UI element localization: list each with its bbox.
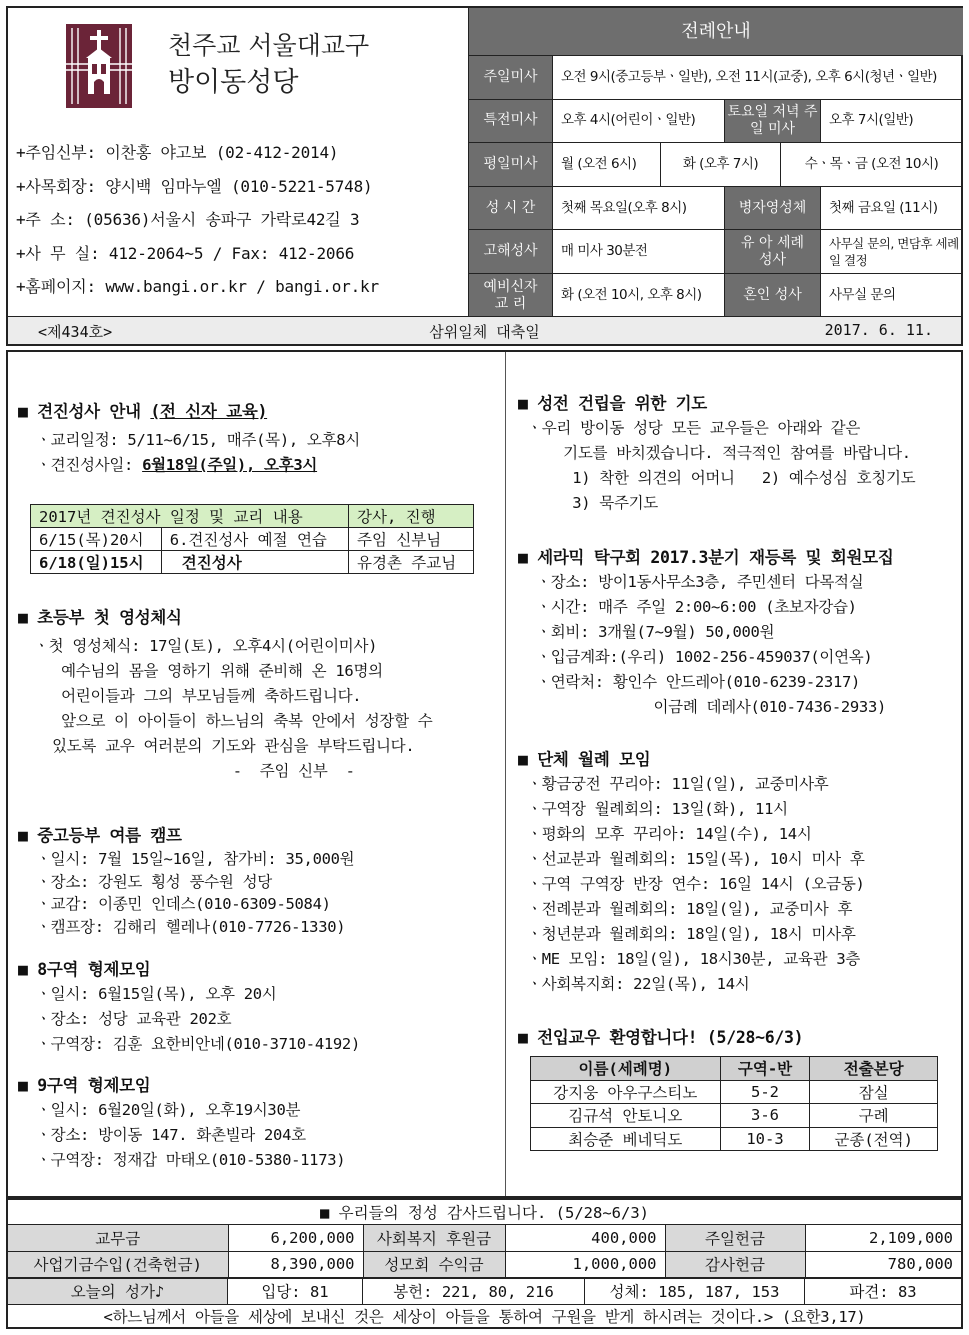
list-item: 3) 묵주기도 [518,494,658,512]
list-item: ㆍ장소: 방이1동사무소3층, 주민센터 다목적실 [518,573,864,591]
table-header-row [531,1057,938,1081]
ceramic-pingpong-section [518,544,969,720]
list-item: ㆍ평화의 모후 꾸리아: 14일(수), 14시 [518,825,812,843]
table-cell: 주임 신부님 [349,528,474,551]
list-item: ㆍ연락처: 황인수 안드레아(010-6239-2317) [518,673,861,691]
table-header-lecturer: 강사, 진행 [349,505,474,528]
list-item: ㆍ일시: 7월 15일~16일, 참가비: 35,000원 [36,850,355,868]
offering-amount: 2,109,000 [805,1225,961,1251]
hymn-entrance: 입당: 81 [228,1279,363,1304]
offering-label: 주일헌금 [665,1225,805,1251]
table-header-name: 이름(세례명) [531,1057,721,1081]
district8-title: ■ 8구역 형제모임 [18,960,151,979]
liturgy-row-holyhour [469,187,963,231]
list-item: ㆍ구역 구역장 반장 연수: 16일 14시 (오금동) [518,875,865,893]
feast-title: 삼위일체 대축일 [429,323,540,341]
table-cell: 6/15(목)20시 [31,528,162,551]
list-item: ㆍ일시: 6월15일(목), 오후 20시 [36,985,277,1003]
contact-address: +주 소: (05636)서울시 송파구 가락로42길 3 [16,210,360,229]
sunday-mass-value: 오전 9시(중고등부ㆍ일반), 오전 11시(교중), 오후 6시(청년ㆍ일반) [561,68,937,85]
confession-label: 고해성사 [469,230,553,273]
list-item: ㆍ우리 방이동 성당 모든 교우들은 아래와 같은 [518,419,861,437]
table-row [531,1080,938,1104]
district8-section [18,956,515,1057]
offerings-title: ■ 우리들의 정성 감사드립니다. (5/28~6/3) [8,1198,961,1225]
offering-amount: 400,000 [505,1225,665,1251]
offering-amount: 8,390,000 [228,1251,363,1277]
list-item: ㆍ구역장 월례회의: 13일(화), 11시 [518,800,788,818]
monthly-meetings-body [518,772,969,997]
list-item: ㆍ장소: 강원도 횡성 풍수원 성당 [36,872,272,891]
contact-list [16,136,468,304]
offering-amount: 6,200,000 [228,1225,363,1251]
table-row [31,551,474,574]
welcome-title: ■ 전입교우 환영합니다! (5/28~6/3) [518,1028,804,1047]
holy-hour-label: 성 시 간 [469,187,553,230]
list-item: 앞으로 이 아이들이 하느님의 축복 안에서 성장할 수 [34,712,433,730]
prayer-body [518,416,969,516]
list-item: 기도를 바치겠습니다. 적극적인 참여를 바랍니다. [518,444,911,462]
infant-baptism-label: 유 아 세례성사 [725,230,821,273]
offerings-table [8,1225,961,1278]
list-item: ㆍ일시: 6월20일(화), 오후19시30분 [36,1101,301,1119]
table-cell: 10-3 [720,1127,810,1151]
prayer-section [518,390,969,516]
list-item: 1) 착한 의견의 어머니 2) 예수성심 호칭기도 [518,469,916,487]
weekday-mass-wed-fri: 수ㆍ목ㆍ금 (오전 10시) [804,155,939,172]
issue-date: 2017. 6. 11. [824,321,933,339]
list-item: ㆍ첫 영성체식: 17일(토), 오후4시(어린이미사) [34,637,378,655]
table-cell: 견진성사 [161,551,348,574]
parish-info [8,8,468,318]
list-item: ㆍ회비: 3개월(7~9월) 50,000원 [518,623,775,641]
summer-camp-body [18,848,515,938]
table-cell: 잠실 [810,1080,938,1104]
hymn-communion: 성체: 185, 187, 153 [585,1279,805,1304]
list-item: ㆍ사회복지회: 22일(목), 14시 [518,975,750,993]
table-cell: 군종(전역) [810,1127,938,1151]
table-cell: 구례 [810,1104,938,1128]
bulletin-body [6,350,963,1198]
offerings-footer [6,1198,963,1329]
list-item: 있도록 교우 여러분의 기도와 관심을 부탁드립니다. [34,737,415,755]
right-column [506,352,961,1196]
table-cell: 김규석 안토니오 [531,1104,721,1128]
holy-hour-value: 첫째 목요일(오후 8시) [553,187,725,230]
monthly-meetings-title: ■ 단체 월례 모임 [518,750,651,769]
table-row [531,1127,938,1151]
list-item: ㆍ장소: 성당 교육관 202호 [36,1010,232,1028]
infant-baptism-value: 사무실 문의, 면담후 세례일 결정 [829,235,959,268]
list-item: ㆍ시간: 매주 주일 2:00~6:00 (초보자강습) [518,598,857,616]
list-item: 어린이들과 그의 부모님들께 축하드립니다. [34,687,362,705]
contact-office: +사 무 실: 412-2064~5 / Fax: 412-2066 [16,243,355,263]
liturgy-row-special [469,100,963,144]
first-communion-body [18,634,515,784]
list-item: ㆍ교감: 이종민 인데스(010-6309-5084) [36,895,331,913]
table-header-schedule: 2017년 견진성사 일정 및 교리 내용 [31,505,349,528]
liturgy-title: 전례안내 [469,8,963,56]
marriage-label: 혼인 성사 [725,274,821,318]
confirmation-table [30,504,474,574]
confirmation-section [18,398,515,478]
list-item: ㆍME 모임: 18일(일), 18시30분, 교육관 3층 [518,950,861,968]
liturgy-row-confession [469,230,963,274]
catechumen-value: 화 (오전 10시, 오후 8시) [553,274,725,318]
offering-label: 교무금 [8,1225,228,1251]
table-cell: 6.견진성사 예절 연습 [161,528,348,551]
table-cell: 6/18(일)15시 [31,551,162,574]
first-communion-title: ■ 초등부 첫 영성체식 [18,608,182,627]
scripture-verse: <하느님께서 아들을 세상에 보내신 것은 세상이 아들을 통하여 구원을 받게 하시려는 것이다.> (요한3,17) [8,1304,961,1329]
catechumen-label: 예비신자 교 리 [469,274,553,318]
district8-body [18,982,515,1057]
list-item: ㆍ장소: 방이동 147. 화촌빌라 204호 [36,1126,306,1144]
list-item: ㆍ캠프장: 김해리 헬레나(010-7726-1330) [36,917,346,936]
ceramic-pingpong-body [518,570,969,720]
welcome-table [530,1056,938,1151]
weekday-mass-label: 평일미사 [469,143,553,186]
offering-label: 감사헌금 [665,1251,805,1277]
district9-body [18,1098,515,1173]
confession-value: 매 미사 30분전 [553,230,725,273]
ceramic-pingpong-title: ■ 세라믹 탁구회 2017.3분기 재등록 및 회원모집 [518,548,894,567]
monthly-meetings-section [518,746,969,997]
saturday-mass-label: 토요일 저녁 주일 미사 [725,100,821,143]
liturgy-schedule [468,8,963,318]
summer-camp-section [18,822,515,938]
confirmation-title: ■ 견진성사 안내 (전 신자 교육) [18,402,268,421]
liturgy-row-sunday [469,56,963,100]
summer-camp-title: ■ 중고등부 여름 캠프 [18,826,182,845]
saturday-mass-value: 오후 7시(일반) [829,112,914,129]
liturgy-row-weekday [469,143,963,187]
table-cell: 강지웅 아우구스티노 [531,1080,721,1104]
left-column [8,352,506,1196]
table-cell: 최승준 베네딕도 [531,1127,721,1151]
hymns-row [8,1278,961,1304]
weekday-mass-tue: 화 (오후 7시) [661,143,781,186]
special-mass-label: 특전미사 [469,100,553,143]
marriage-value: 사무실 문의 [829,287,896,304]
weekday-mass-mon: 월 (오전 6시) [553,143,661,186]
list-item: ㆍ선교분과 월례회의: 15일(목), 10시 미사 후 [518,850,865,868]
church-logo-icon [66,24,132,108]
table-header-row [31,505,474,528]
list-item: ㆍ구역장: 김훈 요한비안네(010-3710-4192) [36,1035,360,1053]
contact-council-president: +사목회장: 양시백 임마누엘 (010-5221-5748) [16,176,373,196]
issue-banner [8,316,961,344]
list-item: 예수님의 몸을 영하기 위해 준비해 온 16명의 [34,662,383,680]
welcome-section [518,1024,969,1048]
issue-number: <제434호> [38,323,113,341]
offering-amount: 1,000,000 [505,1251,665,1277]
table-header-parish: 전출본당 [810,1057,938,1081]
table-cell: 5-2 [720,1080,810,1104]
confirmation-class-schedule: ㆍ교리일정: 5/11~6/15, 매주(목), 오후8시 [36,431,360,449]
table-row [31,528,474,551]
diocese-name: 천주교 서울대교구 [168,31,370,60]
liturgy-row-catechumen [469,274,963,318]
sick-communion-label: 병자영성체 [725,187,821,230]
sick-communion-value: 첫째 금요일 (11시) [829,199,938,216]
sunday-mass-label: 주일미사 [469,56,553,99]
table-row [8,1251,961,1277]
contact-pastor: +주임신부: 이찬홍 야고보 (02-412-2014) [16,143,339,162]
hymn-offertory: 봉헌: 221, 80, 216 [363,1279,585,1304]
table-row [531,1104,938,1128]
hymns-label: 오늘의 성가♪ [8,1279,228,1304]
list-item: 이금례 데레사(010-7436-2933) [518,698,887,716]
list-item: ㆍ전례분과 월례회의: 18일(일), 교중미사 후 [518,900,853,918]
bulletin-header [6,6,963,346]
table-header-district: 구역-반 [720,1057,810,1081]
list-item: - 주임 신부 - [34,762,355,780]
contact-homepage[interactable]: +홈페이지: www.bangi.or.kr / bangi.or.kr [16,277,379,296]
district9-section [18,1072,515,1173]
church-name: 방이동성당 [168,67,299,98]
offering-label: 사업기금수입(건축헌금) [8,1251,228,1277]
hymn-dismissal: 파견: 83 [849,1283,917,1301]
list-item: ㆍ입금계좌:(우리) 1002-256-459037(이연옥) [518,648,873,666]
list-item: ㆍ구역장: 정재갑 마태오(010-5380-1173) [36,1151,346,1169]
list-item: ㆍ청년분과 월례회의: 18일(일), 18시 미사후 [518,925,856,943]
table-row [8,1225,961,1251]
special-mass-value: 오후 4시(어린이ㆍ일반) [553,100,725,143]
offering-label: 성모회 수익금 [363,1251,505,1277]
list-item: ㆍ황금궁전 꾸리아: 11일(일), 교중미사후 [518,775,829,793]
offering-amount: 780,000 [805,1251,961,1277]
confirmation-date: ㆍ견진성사일: 6월18일(주일), 오후3시 [36,456,318,474]
district9-title: ■ 9구역 형제모임 [18,1076,151,1095]
table-cell: 3-6 [720,1104,810,1128]
table-cell: 유경촌 주교님 [349,551,474,574]
offering-label: 사회복지 후원금 [363,1225,505,1251]
first-communion-section [18,604,515,784]
prayer-title: ■ 성전 건립을 위한 기도 [518,394,707,413]
